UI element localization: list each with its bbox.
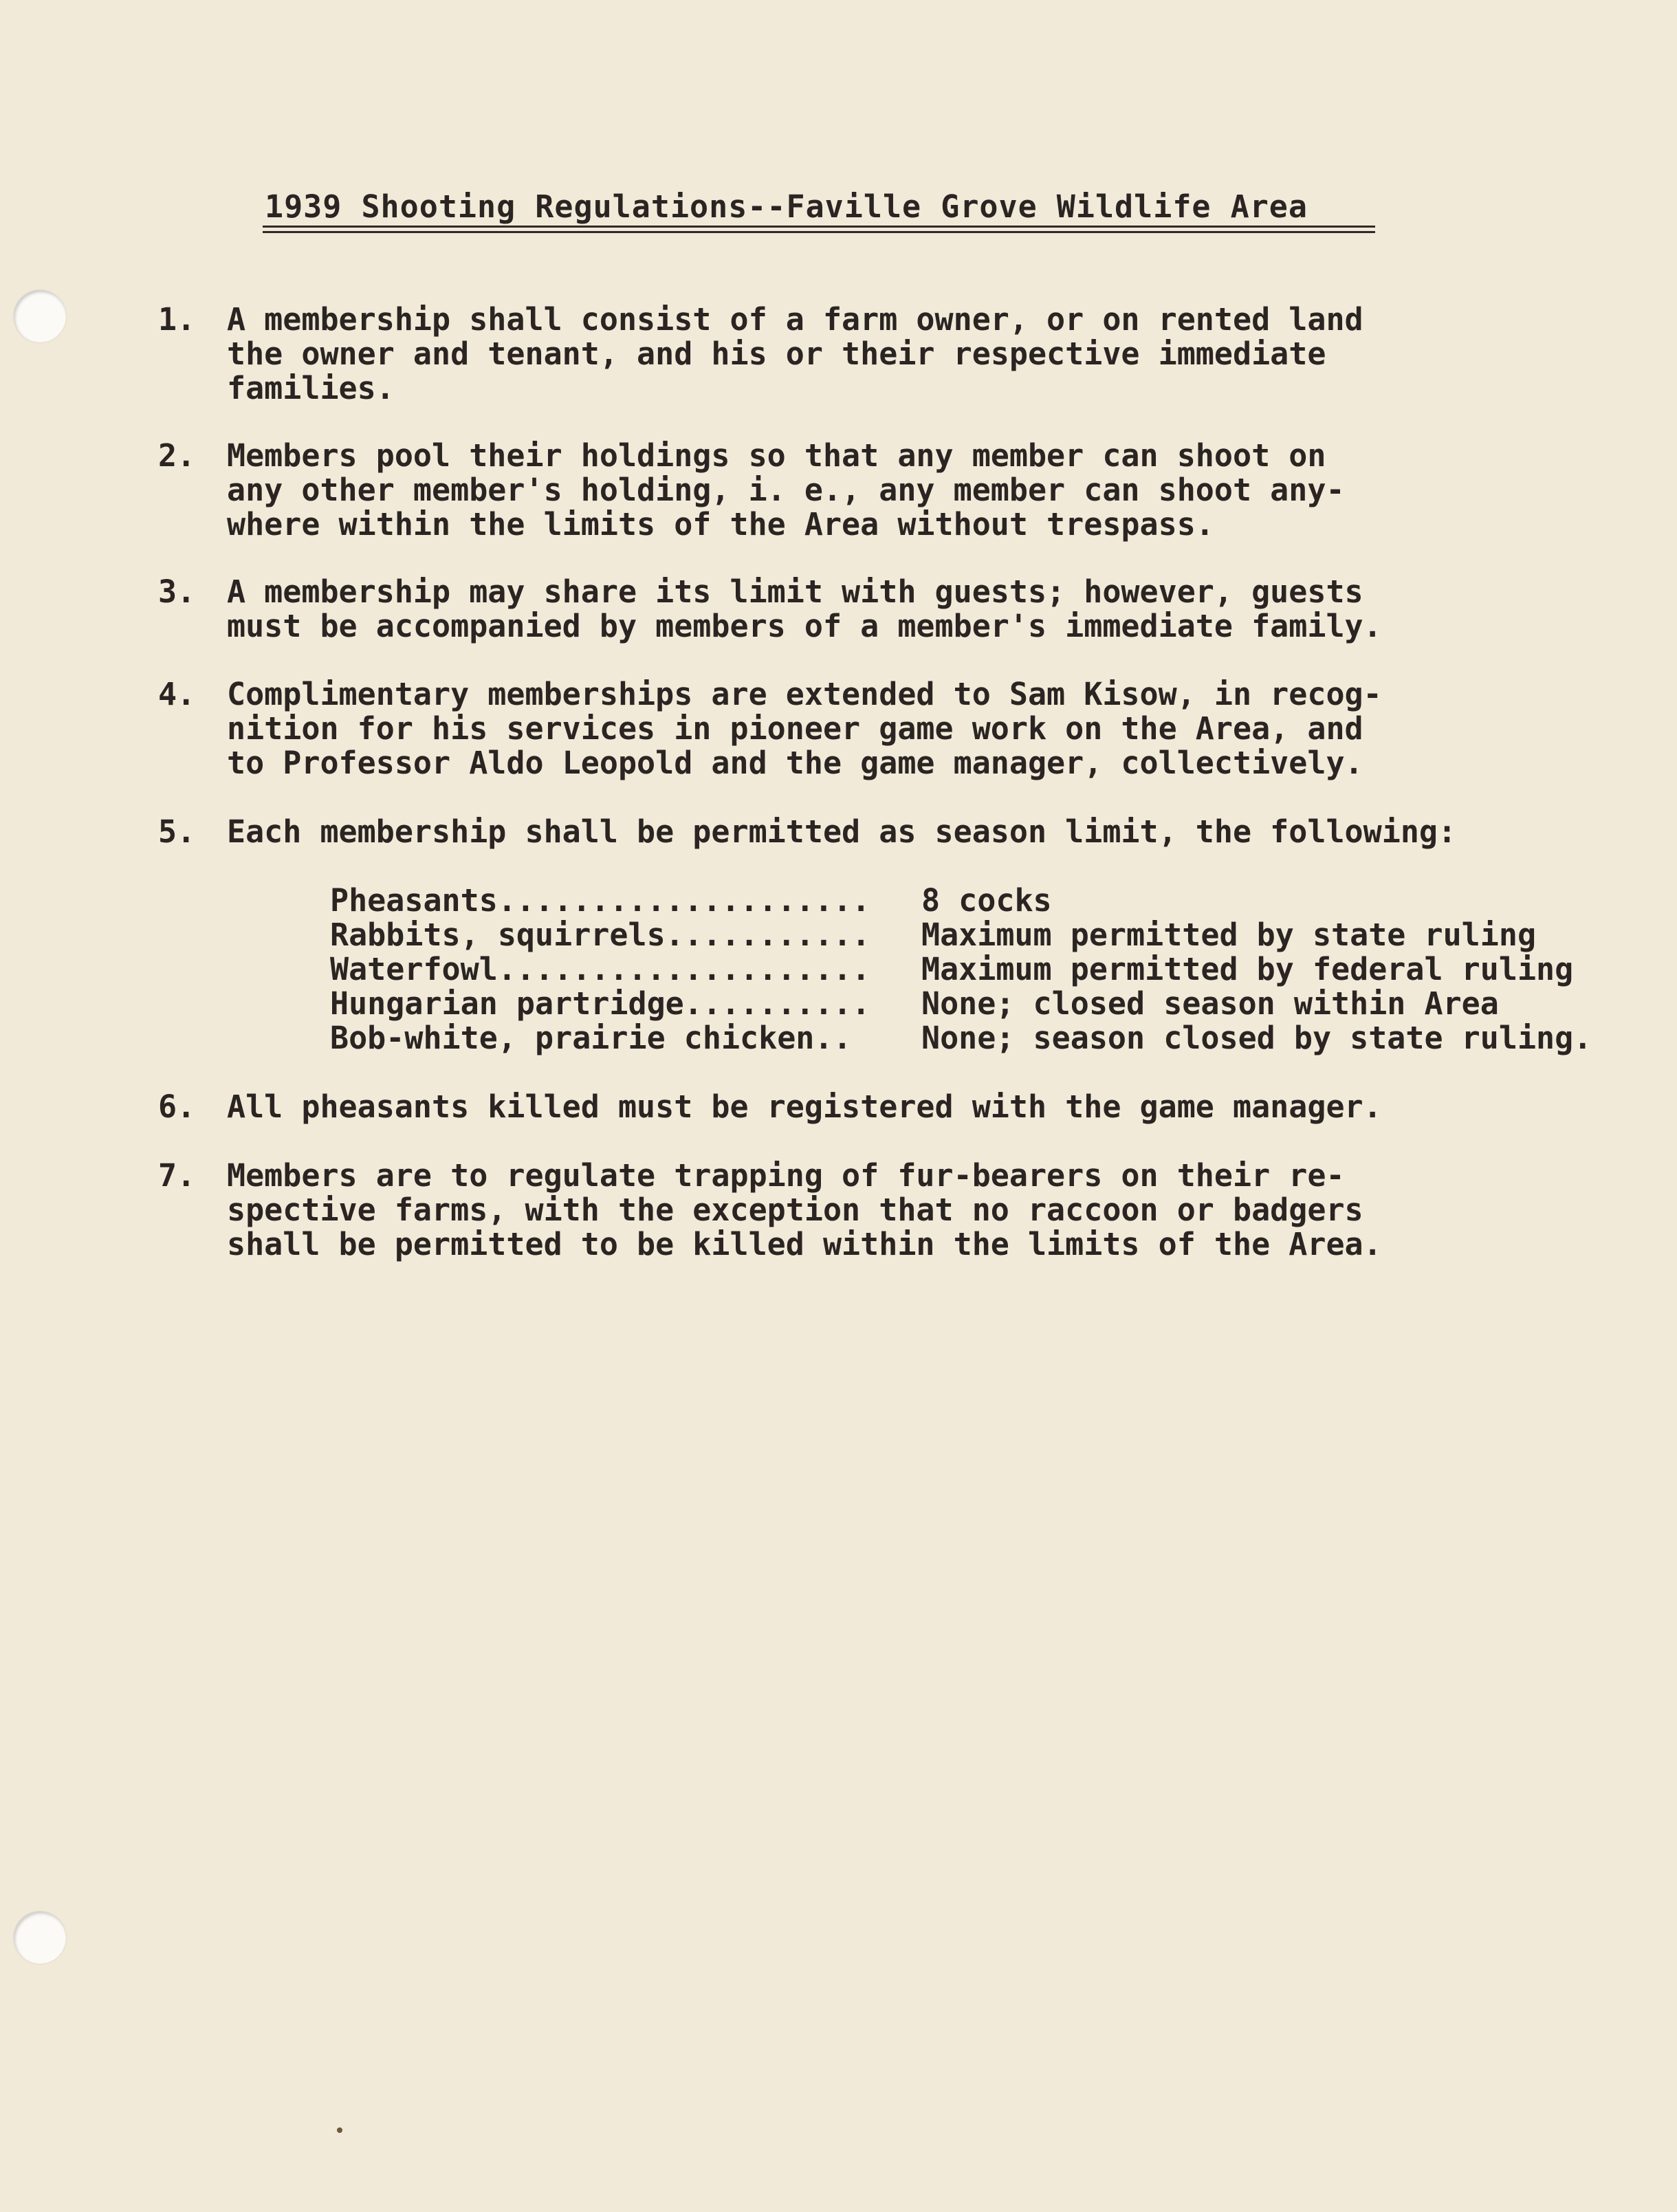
item-text (227, 1090, 1382, 1124)
item-number: 7. (158, 1157, 196, 1194)
limit-value: None; season closed by state ruling. (921, 1020, 1592, 1056)
item-line: nition for his services in pioneer game work on the Area, and (227, 710, 1363, 747)
item-text (227, 303, 1363, 406)
item-line: A membership may share its limit with guests; however, guests (227, 573, 1363, 610)
item-line: Members pool their holdings so that any member can shoot on (227, 437, 1326, 474)
item-text (227, 575, 1382, 644)
item-line: Each membership shall be permitted as season limit, the following: (227, 813, 1457, 850)
season-limit-row (330, 918, 1592, 952)
title-underline-bottom (263, 231, 1375, 233)
item-text (227, 1159, 1382, 1262)
item-line: spective farms, with the exception that no raccoon or badgers (227, 1192, 1363, 1228)
item-line: shall be permitted to be killed within the limits of the Area. (227, 1226, 1382, 1262)
item-line: Complimentary memberships are extended to Sam Kisow, in recog- (227, 676, 1382, 712)
limit-species: Hungarian partridge.......... (330, 985, 870, 1022)
limit-species: Bob-white, prairie chicken.. (330, 1020, 852, 1056)
item-line: to Professor Aldo Leopold and the game manager, collectively. (227, 745, 1363, 781)
limit-value: 8 cocks (921, 882, 1052, 919)
ink-speck (337, 2127, 342, 2133)
item-number: 1. (158, 301, 196, 338)
item-line: the owner and tenant, and his or their respective immediate (227, 336, 1326, 372)
season-limit-row (330, 884, 1592, 918)
item-number: 5. (158, 813, 196, 850)
punch-hole-bottom (14, 1912, 66, 1964)
item-number: 6. (158, 1088, 196, 1125)
item-number: 3. (158, 573, 196, 610)
punch-hole-top (14, 290, 66, 342)
season-limit-row (330, 1021, 1592, 1055)
item-number: 2. (158, 437, 196, 474)
item-text (227, 677, 1382, 780)
season-limit-row (330, 987, 1592, 1021)
item-line: All pheasants killed must be registered with the game manager. (227, 1088, 1382, 1125)
document-title: 1939 Shooting Regulations--Faville Grove Wildlife Area (265, 188, 1308, 225)
item-line: families. (227, 370, 395, 406)
item-line: Members are to regulate trapping of fur-bearers on their re- (227, 1157, 1345, 1194)
item-number: 4. (158, 676, 196, 712)
limit-value: Maximum permitted by federal ruling (921, 951, 1574, 987)
season-limit-row (330, 952, 1592, 987)
title-underline-top (263, 226, 1375, 228)
limit-value: None; closed season within Area (921, 985, 1499, 1022)
item-text (227, 815, 1456, 849)
season-limits-table (330, 884, 1592, 1055)
item-line: A membership shall consist of a farm owner, or on rented land (227, 301, 1363, 338)
item-line: where within the limits of the Area without trespass. (227, 506, 1214, 543)
item-line: any other member's holding, i. e., any member can shoot any- (227, 472, 1345, 508)
limit-species: Waterfowl.................... (330, 951, 870, 987)
item-line: must be accompanied by members of a member's immediate family. (227, 608, 1382, 644)
limit-value: Maximum permitted by state ruling (921, 917, 1537, 953)
item-text (227, 439, 1345, 542)
limit-species: Pheasants.................... (330, 882, 870, 919)
limit-species: Rabbits, squirrels........... (330, 917, 870, 953)
